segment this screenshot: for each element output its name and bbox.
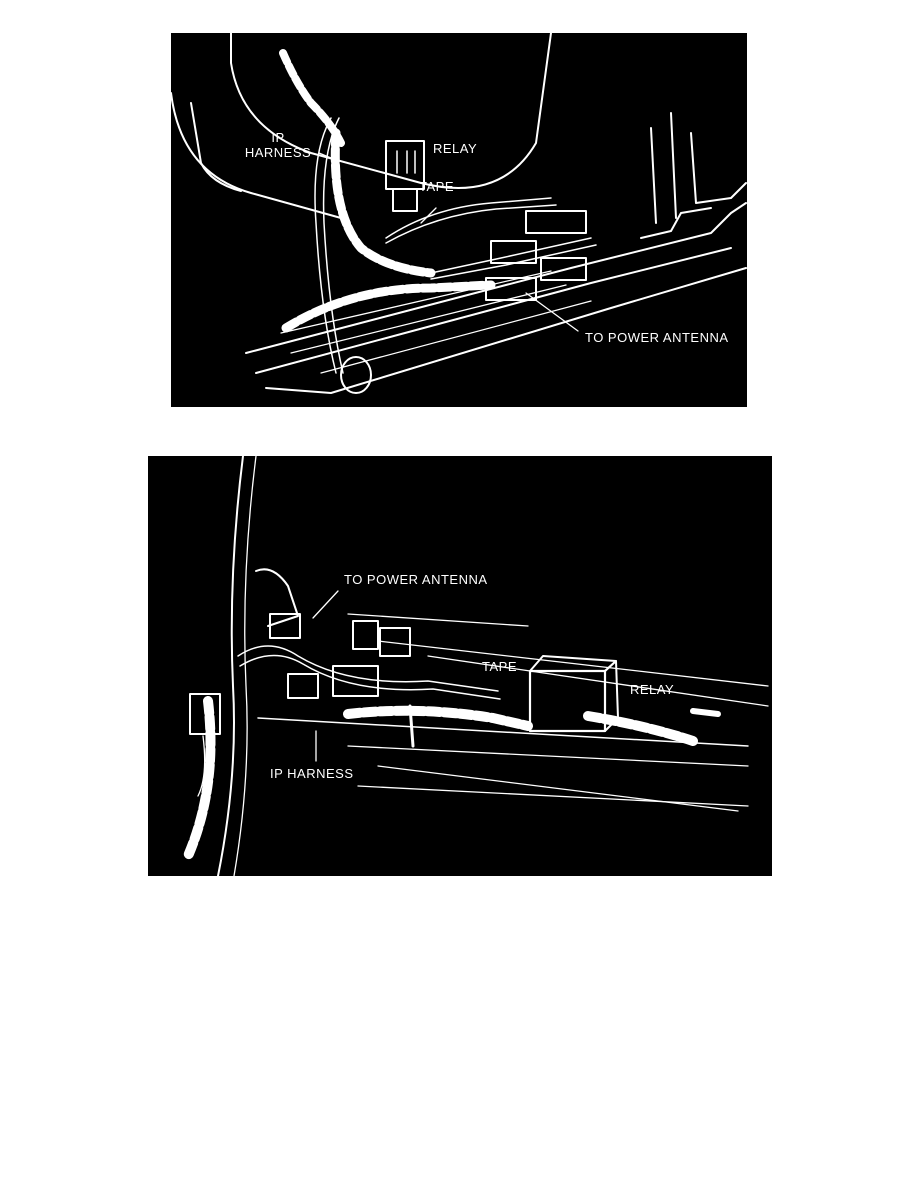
- power-antenna-label: TO POWER ANTENNA: [344, 572, 488, 587]
- harness-lower-wires: [431, 238, 591, 273]
- connector-d: [288, 674, 318, 698]
- sill-line-5: [348, 746, 748, 766]
- power-antenna-label: TO POWER ANTENNA: [585, 330, 729, 345]
- dashboard-outline: [231, 33, 551, 188]
- harness-braid-main: [348, 711, 528, 726]
- relay-label: RELAY: [630, 682, 675, 697]
- ip-harness-label: IP HARNESS: [270, 766, 354, 781]
- connector-1: [526, 211, 586, 233]
- harness-main-wires: [238, 646, 498, 691]
- sill-line-2: [378, 641, 768, 686]
- sill-line-6: [378, 766, 738, 811]
- ip-harness-label: [238, 130, 318, 160]
- relay-base: [393, 189, 417, 211]
- tape-label: TAPE: [482, 659, 517, 674]
- relay-pins: [397, 151, 415, 173]
- leader-tape: [421, 208, 436, 223]
- ip-harness-label-line2: HARNESS: [244, 145, 312, 160]
- diagram-bottom-panel: [148, 456, 772, 876]
- harness-illustration-bottom: [148, 456, 772, 876]
- tape-label: TAPE: [419, 179, 454, 194]
- harness-clip: [341, 357, 371, 393]
- sill-line-7: [358, 786, 748, 806]
- harness-main-wires-2: [240, 655, 500, 699]
- connector-c: [333, 666, 378, 696]
- harness-hanging: [188, 701, 211, 856]
- diagram-top-panel: [171, 33, 747, 407]
- harness-tail: [693, 711, 718, 714]
- relay-label: RELAY: [433, 141, 478, 156]
- connector-a: [353, 621, 378, 649]
- leader-power-antenna: [313, 591, 338, 618]
- pillar: [651, 113, 746, 223]
- pillar-flap: [256, 569, 298, 626]
- sill-line-3: [428, 656, 768, 706]
- sill-groove-1: [281, 271, 551, 333]
- harness-illustration-top: [171, 33, 747, 407]
- ip-harness-label-line1: IP: [271, 130, 285, 145]
